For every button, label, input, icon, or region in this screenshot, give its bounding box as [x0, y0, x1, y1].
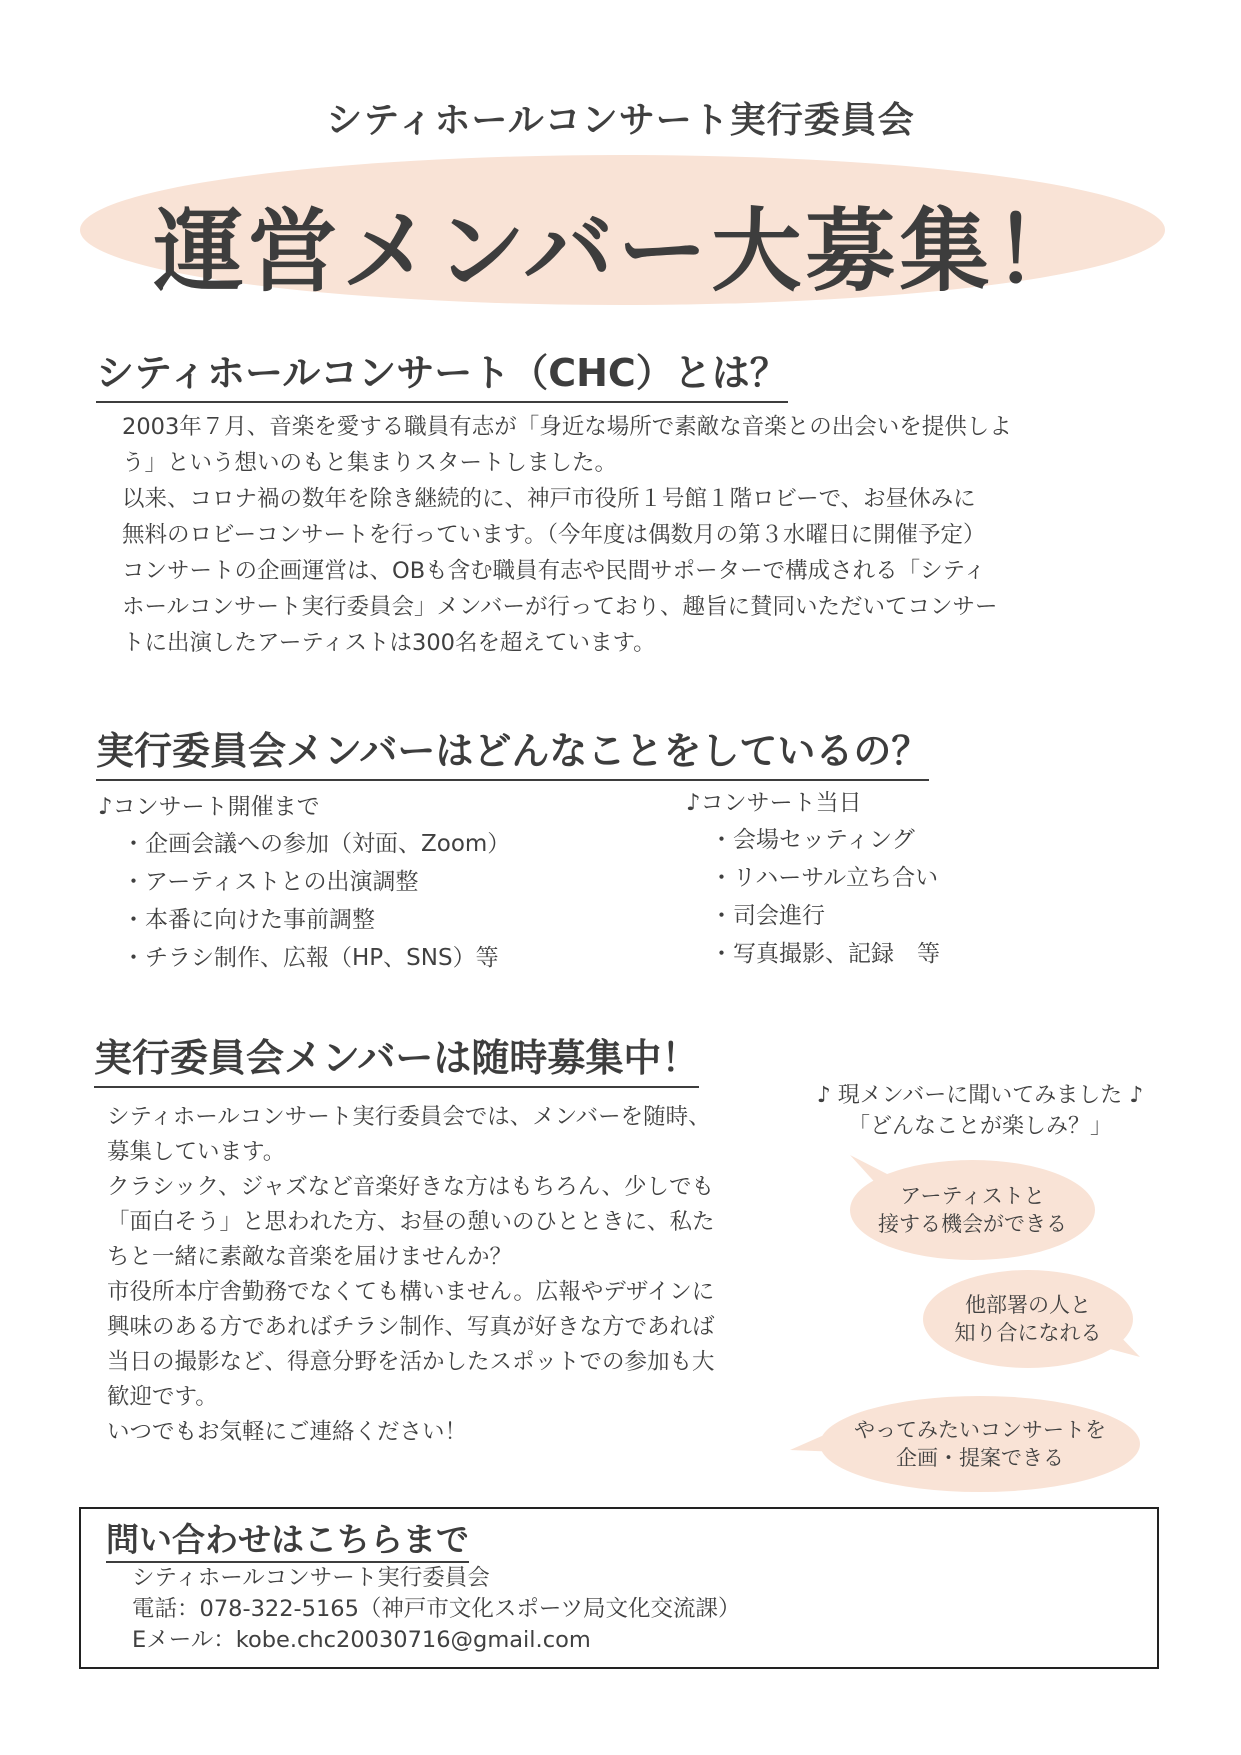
list-item: ・司会進行	[710, 903, 825, 929]
list-item: ・リハーサル立ち合い	[710, 865, 939, 891]
recruit-line: シティホールコンサート実行委員会では、メンバーを随時、	[107, 1104, 711, 1130]
about-line: ホールコンサート実行委員会」メンバーが行っており、趣旨に賛同いただいてコンサー	[122, 594, 998, 620]
about-paragraph	[122, 409, 1012, 661]
about-line: う」という想いのもと集まりスタートしました。	[122, 450, 618, 476]
contact-organization: シティホールコンサート実行委員会	[132, 1565, 490, 1591]
speech-bubble	[820, 1396, 1140, 1492]
about-line: 無料のロビーコンサートを行っています。（今年度は偶数月の第３水曜日に開催予定）	[122, 522, 986, 548]
speech-bubble-line: 知り合になれる	[954, 1321, 1102, 1345]
recruit-paragraph	[107, 1100, 715, 1450]
activities-heading: 実行委員会メンバーはどんなことをしているの？	[96, 720, 929, 781]
about-line: 2003年７月、音楽を愛する職員有志が「身近な場所で素敵な音楽との出会いを提供しよ	[122, 414, 1012, 440]
contact-phone: 電話：078-322-5165（神戸市文化スポーツ局文化交流課）	[132, 1596, 741, 1622]
speech-bubble	[923, 1270, 1133, 1368]
contact-heading: 問い合わせはこちらまで	[106, 1514, 469, 1563]
recruit-line: クラシック、ジャズなど音楽好きな方はもちろん、少しでも	[107, 1174, 715, 1200]
list-item: ・チラシ制作、広報（HP、SNS）等	[122, 945, 499, 971]
speech-bubble-line: やってみたいコンサートを	[854, 1418, 1106, 1442]
list-item: ・会場セッティング	[710, 827, 915, 853]
about-line: 以来、コロナ禍の数年を除き継続的に、神戸市役所１号館１階ロビーで、お昼休みに	[122, 486, 976, 512]
speech-bubble-line: アーティストと	[900, 1184, 1045, 1208]
headline: 運営メンバー大募集！	[153, 199, 1088, 304]
activities-dayof-title: ♪コンサート当日	[686, 790, 862, 816]
recruit-line: 当日の撮影など、得意分野を活かしたスポットでの参加も大	[107, 1349, 715, 1375]
about-line: コンサートの企画運営は、OBも含む職員有志や民間サポーターで構成される「シティ	[122, 558, 986, 584]
recruit-line: 「面白そう」と思われた方、お昼の憩いのひとときに、私た	[107, 1209, 715, 1235]
recruit-heading: 実行委員会メンバーは随時募集中！	[94, 1027, 699, 1088]
recruit-line: 募集しています。	[107, 1139, 286, 1165]
recruit-line: ちと一緒に素敵な音楽を届けませんか？	[107, 1244, 513, 1270]
speech-bubble-line: 接する機会ができる	[878, 1212, 1067, 1236]
recruit-line: 興味のある方であればチラシ制作、写真が好きな方であれば	[107, 1314, 715, 1340]
list-item: ・アーティストとの出演調整	[122, 869, 419, 895]
recruit-line: 市役所本庁舎勤務でなくても構いません。広報やデザインに	[107, 1279, 715, 1305]
about-line: トに出演したアーティストは300名を超えています。	[122, 630, 656, 656]
activities-before-title: ♪コンサート開催まで	[98, 794, 320, 820]
voices-title	[790, 1080, 1170, 1142]
voices-title-line2: 「どんなことが楽しみ？」	[847, 1114, 1112, 1139]
list-item: ・写真撮影、記録 等	[710, 941, 940, 967]
recruit-line: 歓迎です。	[107, 1384, 218, 1410]
activities-dayof-list	[686, 785, 940, 973]
organization-title: シティホールコンサート実行委員会	[326, 100, 915, 141]
speech-bubble-line: 企画・提案できる	[896, 1446, 1064, 1470]
voices-title-line1: ♪ 現メンバーに聞いてみました ♪	[816, 1083, 1144, 1108]
speech-bubble	[850, 1160, 1095, 1260]
list-item: ・本番に向けた事前調整	[122, 907, 375, 933]
speech-bubble-line: 他部署の人と	[965, 1293, 1091, 1317]
about-heading: シティホールコンサート（CHC）とは？	[96, 342, 788, 403]
activities-before-list	[98, 789, 510, 977]
contact-email: Eメール：kobe.chc20030716@gmail.com	[132, 1627, 591, 1653]
list-item: ・企画会議への参加（対面、Zoom）	[122, 831, 511, 857]
contact-details	[132, 1563, 741, 1656]
recruit-line: いつでもお気軽にご連絡ください！	[107, 1419, 468, 1445]
